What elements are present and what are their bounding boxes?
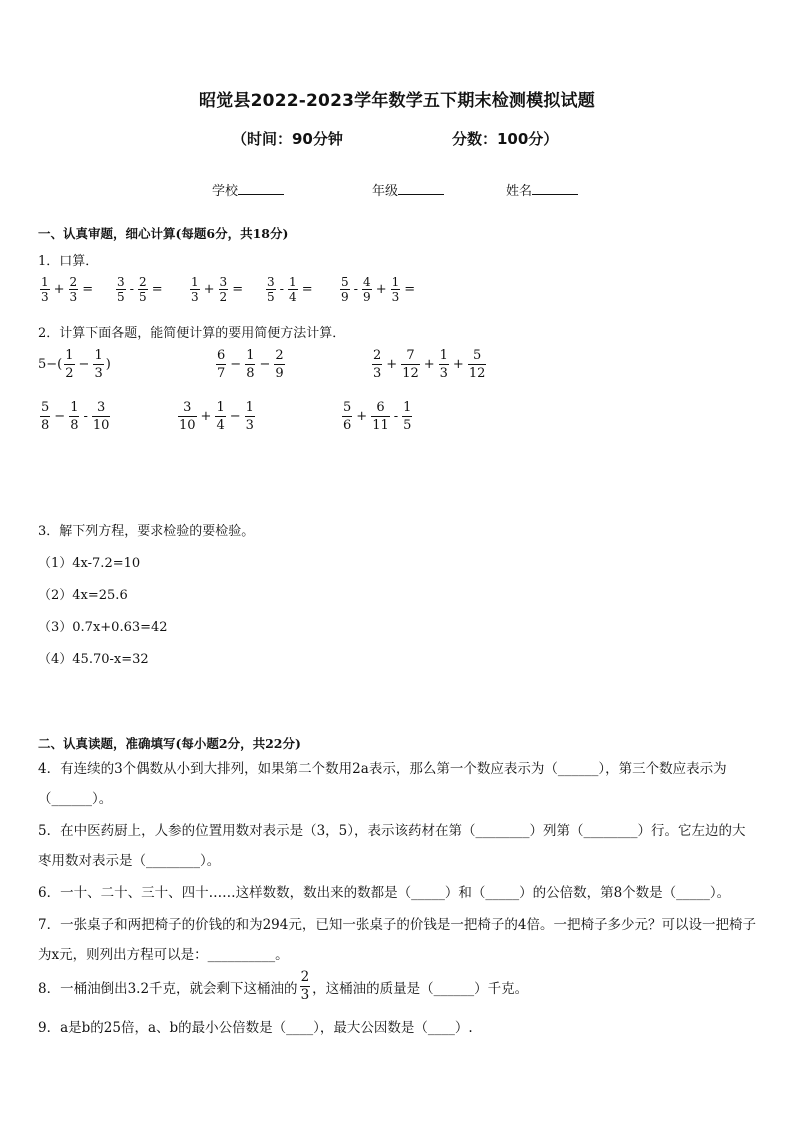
denominator: 5 bbox=[403, 418, 412, 433]
denominator: 10 bbox=[92, 418, 110, 433]
q1-item-5 bbox=[338, 276, 417, 303]
q1-item-2 bbox=[114, 276, 165, 303]
numerator: 3 bbox=[219, 275, 228, 289]
operator: + bbox=[53, 282, 65, 297]
denominator: 3 bbox=[391, 290, 400, 304]
denominator: 3 bbox=[94, 366, 103, 381]
q2-expr-2 bbox=[214, 348, 287, 381]
numerator: 1 bbox=[245, 400, 254, 415]
numerator: 7 bbox=[406, 348, 415, 363]
equation-2: （2）4x=25.6 bbox=[38, 588, 128, 603]
numerator: 1 bbox=[439, 348, 448, 363]
q2-expr-3 bbox=[370, 348, 488, 381]
fraction bbox=[274, 348, 284, 381]
numerator: 1 bbox=[289, 275, 297, 289]
school-blank[interactable] bbox=[238, 182, 284, 195]
fraction bbox=[215, 400, 225, 433]
fraction bbox=[245, 348, 255, 381]
grade-field[interactable] bbox=[372, 180, 444, 199]
numerator: 2 bbox=[69, 275, 78, 289]
denominator: 8 bbox=[70, 418, 79, 433]
denominator: 10 bbox=[179, 418, 196, 433]
denominator: 12 bbox=[402, 366, 419, 381]
fraction bbox=[93, 348, 103, 381]
question-5: 5．在中医药厨上，人参的位置用数对表示是（3，5），表示该药材在第（________）列第（________）行。它左边的大枣用数对表示是（________）。 bbox=[38, 823, 746, 869]
operator: + bbox=[452, 357, 464, 372]
denominator: 2 bbox=[65, 366, 74, 381]
numerator: 1 bbox=[391, 275, 400, 289]
denominator: 7 bbox=[217, 366, 226, 381]
denominator: 11 bbox=[372, 418, 389, 433]
fraction bbox=[69, 400, 79, 433]
q2-label: 2．计算下面各题，能简便计算的要用简便方法计算． bbox=[38, 326, 346, 341]
denominator: 3 bbox=[439, 366, 448, 381]
operator: − bbox=[259, 357, 271, 372]
fraction bbox=[391, 276, 401, 303]
operator: + bbox=[375, 282, 387, 297]
grade-blank[interactable] bbox=[398, 182, 444, 195]
operator: - bbox=[83, 409, 88, 424]
operator: − bbox=[230, 357, 242, 372]
denominator: 3 bbox=[191, 290, 199, 304]
section2-heading: 二、认真读题，准确填写(每小题2分，共22分) bbox=[38, 736, 301, 751]
exam-score: 分数：100分） bbox=[452, 130, 559, 148]
denominator: 2 bbox=[219, 290, 228, 304]
equation-1: （1）4x-7.2=10 bbox=[38, 556, 141, 571]
operator: = bbox=[151, 282, 163, 297]
expression-text: 5−( bbox=[38, 357, 63, 372]
operator: + bbox=[356, 409, 368, 424]
fraction bbox=[190, 276, 200, 303]
operator: - bbox=[393, 409, 399, 424]
fraction bbox=[266, 276, 276, 303]
fraction bbox=[40, 400, 50, 433]
q1-label: 1．口算． bbox=[38, 254, 99, 269]
fraction bbox=[64, 348, 74, 381]
numerator: 2 bbox=[139, 275, 147, 289]
fraction bbox=[340, 276, 350, 303]
denominator: 9 bbox=[275, 366, 284, 381]
q2-expr-5 bbox=[176, 400, 257, 433]
numerator: 4 bbox=[363, 275, 371, 289]
numerator: 1 bbox=[41, 275, 49, 289]
operator: + bbox=[423, 357, 435, 372]
exam-time: （时间：90分钟 bbox=[232, 130, 343, 148]
operator: - bbox=[279, 282, 285, 297]
fraction bbox=[362, 276, 372, 303]
denominator: 8 bbox=[41, 418, 50, 433]
fraction bbox=[138, 276, 148, 303]
name-blank[interactable] bbox=[532, 182, 578, 195]
denominator: 3 bbox=[245, 418, 254, 433]
denominator: 8 bbox=[246, 366, 255, 381]
denominator: 5 bbox=[117, 290, 125, 304]
numerator: 3 bbox=[183, 400, 192, 415]
fraction bbox=[69, 276, 79, 303]
numerator: 5 bbox=[341, 275, 349, 289]
equation-3: （3）0.7x+0.63=42 bbox=[38, 620, 168, 635]
fraction bbox=[401, 348, 420, 381]
school-label: 学校 bbox=[212, 184, 239, 199]
fraction bbox=[116, 276, 126, 303]
q1-item-4 bbox=[264, 276, 315, 303]
school-field[interactable] bbox=[212, 180, 284, 199]
page-title: 昭觉县2022-2023学年数学五下期末检测模拟试题 bbox=[199, 91, 595, 111]
denominator: 4 bbox=[216, 418, 225, 433]
numerator: 2 bbox=[300, 969, 310, 985]
numerator: 5 bbox=[41, 400, 50, 415]
operator: = bbox=[82, 282, 94, 297]
q2-expr-1 bbox=[38, 348, 111, 381]
denominator: 9 bbox=[363, 290, 371, 304]
operator: = bbox=[404, 282, 416, 297]
operator: - bbox=[129, 282, 135, 297]
fraction bbox=[342, 400, 352, 433]
numerator: 3 bbox=[267, 275, 275, 289]
fraction bbox=[402, 400, 412, 433]
q1-item-1 bbox=[38, 276, 95, 303]
expression-text: 8．一桶油倒出3.2千克，就会剩下这桶油的 bbox=[38, 980, 298, 997]
q2-expr-6 bbox=[340, 400, 414, 433]
question-4: 4．有连续的3个偶数从小到大排列，如果第二个数用2a表示，那么第一个数应表示为（______），第三个数应表示为（______）。 bbox=[38, 761, 727, 807]
question-8 bbox=[38, 970, 528, 1003]
numerator: 2 bbox=[373, 348, 382, 363]
denominator: 12 bbox=[468, 366, 486, 381]
fraction bbox=[372, 348, 382, 381]
numerator: 5 bbox=[343, 400, 352, 415]
operator: − bbox=[54, 409, 66, 424]
operator: = bbox=[301, 282, 313, 297]
fraction bbox=[300, 970, 311, 1003]
operator: + bbox=[203, 282, 215, 297]
operator: = bbox=[232, 282, 244, 297]
expression-text: ) bbox=[105, 357, 111, 372]
fraction bbox=[219, 276, 229, 303]
fraction bbox=[371, 400, 390, 433]
operator: + bbox=[200, 409, 212, 424]
numerator: 1 bbox=[216, 400, 225, 415]
operator: + bbox=[386, 357, 398, 372]
numerator: 1 bbox=[191, 275, 199, 289]
numerator: 1 bbox=[94, 348, 103, 363]
fraction bbox=[92, 400, 111, 433]
denominator: 5 bbox=[267, 290, 275, 304]
denominator: 9 bbox=[341, 290, 349, 304]
operator: − bbox=[229, 409, 241, 424]
numerator: 2 bbox=[275, 348, 284, 363]
numerator: 1 bbox=[246, 348, 255, 363]
numerator: 3 bbox=[97, 400, 106, 415]
fraction bbox=[439, 348, 449, 381]
denominator: 6 bbox=[343, 418, 352, 433]
numerator: 1 bbox=[403, 400, 412, 415]
fraction bbox=[40, 276, 50, 303]
denominator: 3 bbox=[69, 290, 78, 304]
equation-4: （4）45.70-x=32 bbox=[38, 652, 149, 667]
denominator: 3 bbox=[300, 987, 310, 1003]
fraction bbox=[245, 400, 255, 433]
numerator: 5 bbox=[472, 348, 482, 363]
denominator: 4 bbox=[289, 290, 297, 304]
numerator: 1 bbox=[65, 348, 74, 363]
numerator: 1 bbox=[70, 400, 79, 415]
fraction bbox=[216, 348, 226, 381]
operator: − bbox=[78, 357, 90, 372]
fraction bbox=[468, 348, 487, 381]
question-7: 7．一张桌子和两把椅子的价钱的和为294元，已知一张桌子的价钱是一把椅子的4倍。一把椅子多少元？可以设一把椅子为x元，则列出方程可以是：__________。 bbox=[38, 917, 756, 963]
expression-text: ，这桶油的质量是（______）千克。 bbox=[312, 980, 529, 997]
question-9: 9．a是b的25倍，a、b的最小公倍数是（____），最大公因数是（____）. bbox=[38, 1020, 473, 1036]
q3-label: 3．解下列方程，要求检验的要检验。 bbox=[38, 524, 255, 539]
grade-label: 年级 bbox=[372, 184, 399, 199]
denominator: 3 bbox=[373, 366, 382, 381]
name-field[interactable] bbox=[506, 180, 578, 199]
denominator: 3 bbox=[41, 290, 49, 304]
q1-item-3 bbox=[188, 276, 245, 303]
numerator: 3 bbox=[117, 275, 125, 289]
operator: - bbox=[353, 282, 359, 297]
denominator: 5 bbox=[139, 290, 147, 304]
name-label: 姓名 bbox=[506, 184, 533, 199]
numerator: 6 bbox=[217, 348, 226, 363]
numerator: 6 bbox=[376, 400, 385, 415]
fraction bbox=[288, 276, 298, 303]
q2-expr-4 bbox=[38, 400, 112, 433]
question-6: 6．一十、二十、三十、四十……这样数数，数出来的数都是（_____）和（_____）的公倍数，第8个数是（_____）。 bbox=[38, 885, 731, 901]
section1-heading: 一、认真审题，细心计算(每题6分，共18分) bbox=[38, 226, 289, 241]
fraction bbox=[178, 400, 197, 433]
